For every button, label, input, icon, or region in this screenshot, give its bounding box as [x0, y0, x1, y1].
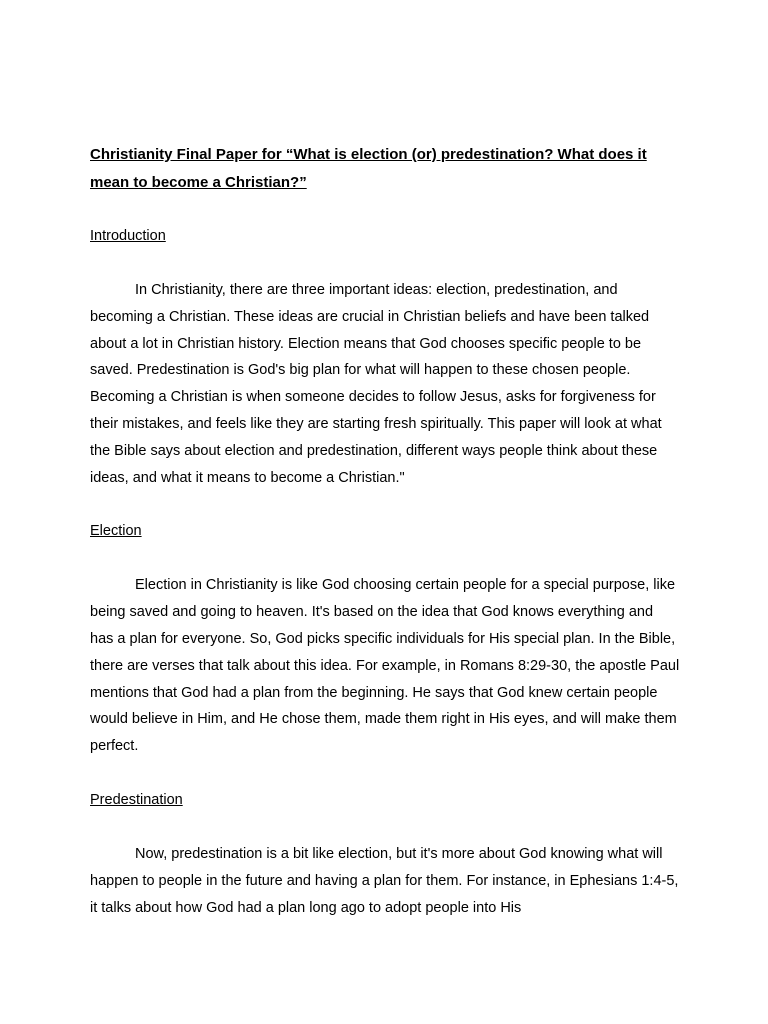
paper-title: Christianity Final Paper for “What is election (or) predestination? What does it mean to become a Christian?” — [90, 146, 647, 191]
section-heading-predestination: Predestination — [90, 791, 183, 808]
section-heading-introduction: Introduction — [90, 228, 166, 244]
document-body — [90, 141, 680, 921]
section-paragraph-introduction: In Christianity, there are three important ideas: election, predestination, and becoming a Christian. These ideas are crucial in Christian beliefs and have been talked about a lot in Christian history. Election means that God chooses specific people to be saved. Predestination is God's big plan for what will happen to these chosen people. Becoming a Christian is when someone decides to follow Jesus, asks for forgiveness for their mistakes, and feels like they are starting fresh spiritually. This paper will look at what the Bible says about election and predestination, different ways people think about these ideas, and what it means to become a Christian." — [90, 282, 662, 486]
section-heading-election: Election — [90, 523, 142, 540]
section-paragraph-election: Election in Christianity is like God choosing certain people for a special purpose, like being saved and going to heaven. It's based on the idea that God knows everything and has a plan for everyone. So, God picks specific individuals for His special plan. In the Bible, there are verses that talk about this idea. For example, in Romans 8:29-30, the apostle Paul mentions that God had a plan from the beginning. He says that God knew certain people would believe in Him, and He chose them, made them right in His eyes, and will make them perfect. — [90, 577, 680, 755]
section-paragraph-predestination: Now, predestination is a bit like election, but it's more about God knowing what will happen to people in the future and having a plan for them. For instance, in Ephesians 1:4-5, it talks about how God had a plan long ago to adopt people into His — [90, 845, 679, 916]
